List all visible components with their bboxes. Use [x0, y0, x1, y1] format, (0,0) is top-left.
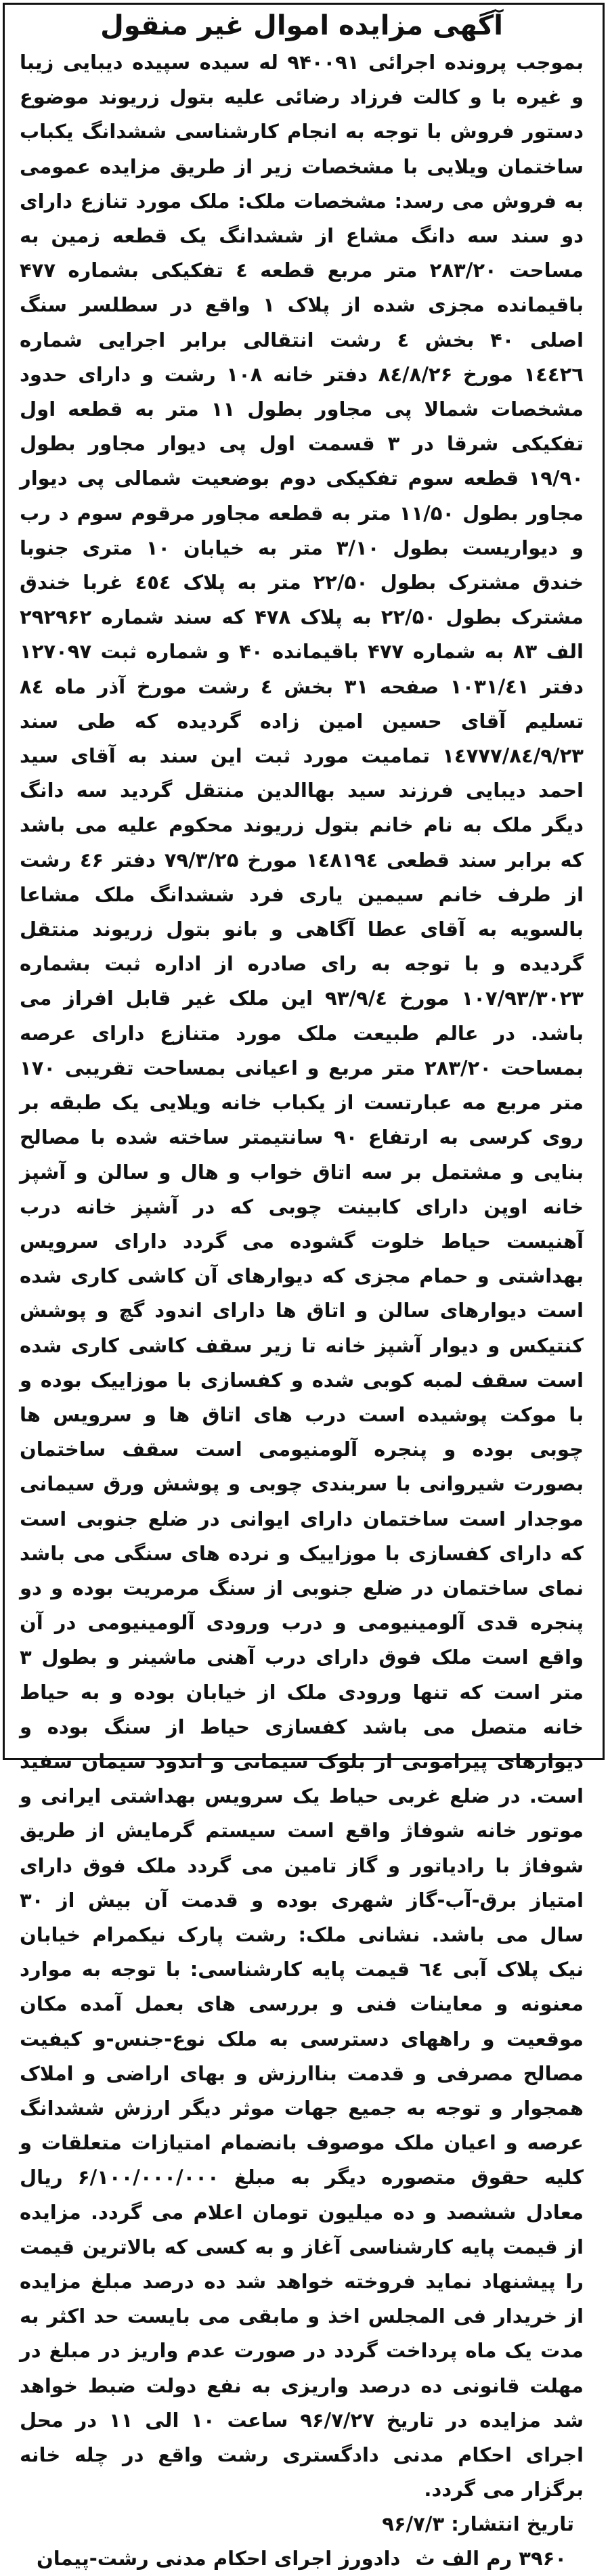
- auction-notice: [3, 3, 605, 2571]
- notice-footer: [20, 2541, 584, 2576]
- footer-code: ۳۹۶۰ رم الف ث: [415, 2547, 567, 2571]
- publish-date-line: [20, 2507, 584, 2541]
- footer-signature: دادورز اجرای احکام مدنی رشت-پیمان: [36, 2547, 401, 2571]
- notice-body: بموجب پرونده اجرائی ۹۴۰۰۹۱ له سیده سپیده دیبایی زیبا و غیره با و کالت فرزاد رضائی علیه بتول زریوند موضوع دستور فروش با توجه به انجام کارشناسی ششدانگ یکباب ساختمان ویلایی با مشخصات زیر از طریق مزایده عمومی به فروش می رسد: مشخصات ملک: ملک مورد تنازع دارای دو سند سه دانگ مشاع از ششدانگ یک قطعه زمین به مساحت ۲۸۳/۲۰ متر مربع قطعه ٤ تفکیکی بشماره ۴۷۷ باقیمانده مجزی شده از پلاک ۱ واقع در سطلسر سنگ اصلی ۴۰ بخش ٤ رشت انتقالی برابر اجرایی شماره ۱٤٤٢٦ مورخ ۸٤/۸/۲۶ دفتر خانه ۱۰۸ رشت و دارای حدود مشخصات شمالا پی مجاور بطول ۱۱ متر به قطعه اول تفکیکی شرقا در ۳ قسمت اول پی دیوار مجاور بطول ۱۹/۹۰ قطعه سوم تفکیکی دوم بوضعیت شمالی پی دیوار مجاور بطول ۱۱/۵۰ متر به قطعه مجاور مرقوم سوم د رب و دیواریست بطول ۳/۱۰ متر به خیابان ۱۰ متری جنوبا خندق مشترک بطول ۲۲/۵۰ متر به پلاک ٤٥٤ غربا خندق مشترک بطول ۲۲/۵۰ به پلاک ۴۷۸ که سند شماره ۲۹۲۹۶۲ الف ۸۳ به شماره ۴۷۷ باقیمانده ۴۰ و شماره ثبت ۱۲۷۰۹۷ دفتر ۱۰۳۱/٤۱ صفحه ۳۱ بخش ٤ رشت مورخ آذر ماه ۸٤ تسلیم آقای حسین امین زاده گردیده که طی سند ۱٤۷۷۷/۸٤/۹/۲۳ تمامیت مورد ثبت این سند به آقای سید احمد دیبایی فرزند سید بهاالدین منتقل گردید سه دانگ دیگر ملک به نام خانم بتول زریوند محکوم علیه می باشد که برابر سند قطعی ۱٤۸۱۹٤ مورخ ۷۹/۳/۲۵ دفتر ٤۶ رشت از طرف خانم سیمین یاری فرد ششدانگ ملک مشاعا بالسویه به آقای عطا آگاهی و بانو بتول زریوند منتقل گردیده و با توجه به رای صادره از اداره ثبت بشماره ۱۰۷/۹۳/۳۰۲۳ مورخ ۹۳/۹/٤ این ملک غیر قابل افراز می باشد. در عالم طبیعت ملک مورد متنازع دارای عرصه بمساحت ۲۸۳/۲۰ متر مربع و اعیانی بمساحت تقریبی ۱۷۰ متر مربع مه عبارتست از یکباب خانه ویلایی یک طبقه بر روی کرسی به ارتفاع ۹۰ سانتیمتر ساخته شده با مصالح بنایی و مشتمل بر سه اتاق خواب و هال و سالن و آشپز خانه اوپن دارای کابینت چوبی که در آشپز خانه درب آهنیست حیاط خلوت گشوده می گردد دارای سرویس بهداشتی و حمام مجزی که دیوارهای آن کاشی کاری شده است دیوارهای سالن و اتاق ها دارای اندود گچ و پوشش کنتیکس و دیوار آشپز خانه تا زیر سقف کاشی کاری شده است سقف لمبه کوبی شده و کفسازی با موزاییک بوده و با موکت پوشیده است درب های اتاق ها و سرویس ها چوبی بوده و پنجره آلومنیومی است سقف ساختمان بصورت شیروانی با سربندی چوبی و پوشش ورق سیمانی موجدار است ساختمان دارای ایوانی در ضلع جنوبی است که دارای کفسازی با موزاییک و نرده های سنگی می باشد نمای ساختمان در ضلع جنوبی از سنگ مرمریت بوده و دو پنجره قدی آلومینیومی و درب ورودی آلومینیومی در آن واقع است ملک فوق دارای درب آهنی ماشینر و بطول ۳ متر است که تنها ورودی ملک از خیابان بوده و به حیاط خانه متصل می باشد کفسازی حیاط از سنگ بوده و دیوارهای پیرامونی از بلوک سیمانی و اندود سیمان سفید است. در ضلع غربی حیاط یک سرویس بهداشتی ایرانی و موتور خانه شوفاژ واقع است سیستم گرمایش از طریق شوفاژ با رادیاتور و گاز تامین می گردد ملک فوق دارای امتیاز برق-آب-گاز شهری بوده و قدمت آن بیش از ۳۰ سال می باشد. نشانی ملک: رشت پارک نیکمرام خیابان نیک پلاک آبی ٦٤ قیمت پایه کارشناسی: با توجه به موارد معنونه و معاینات فنی و بررسی های بعمل آمده مکان موقعیت و راههای دسترسی به ملک نوع-جنس-و کیفیت مصالح مصرفی و قدمت بناارزش و بهای اراضی و املاک همجوار و توجه به جمیع جهات موثر دیگر ارزش ششدانگ عرصه و اعیان ملک موصوف بانضمام امتیازات متعلقات و کلیه حقوق متصوره دیگر به مبلغ ۶/۱۰۰/۰۰۰/۰۰۰ ریال معادل ششصد و ده میلیون تومان اعلام می گردد. مزایده از قیمت پایه کارشناسی آغاز و به کسی که بالاترین قیمت را پیشنهاد نماید فروخته خواهد شد ده درصد مبلغ مزایده از خریدار فی المجلس اخذ و مابقی می بایست حد اکثر به مدت یک ماه پرداخت گردد در صورت عدم واریز در مبلغ در مهلت قانونی ده درصد واریزی به نفع دولت ضبط خواهد شد مزایده در تاریخ ۹۶/۷/۲۷ ساعت ۱۰ الی ۱۱ در محل اجرای احکام مدنی دادگستری رشت واقع در چله خانه برگزار می گردد.: [20, 51, 584, 2502]
- notice-title: آگهی مزایده اموال غیر منقول: [100, 10, 503, 41]
- publish-date-label: تاریخ انتشار:: [451, 2512, 574, 2536]
- publish-date: ۹۶/۷/۳: [382, 2512, 445, 2536]
